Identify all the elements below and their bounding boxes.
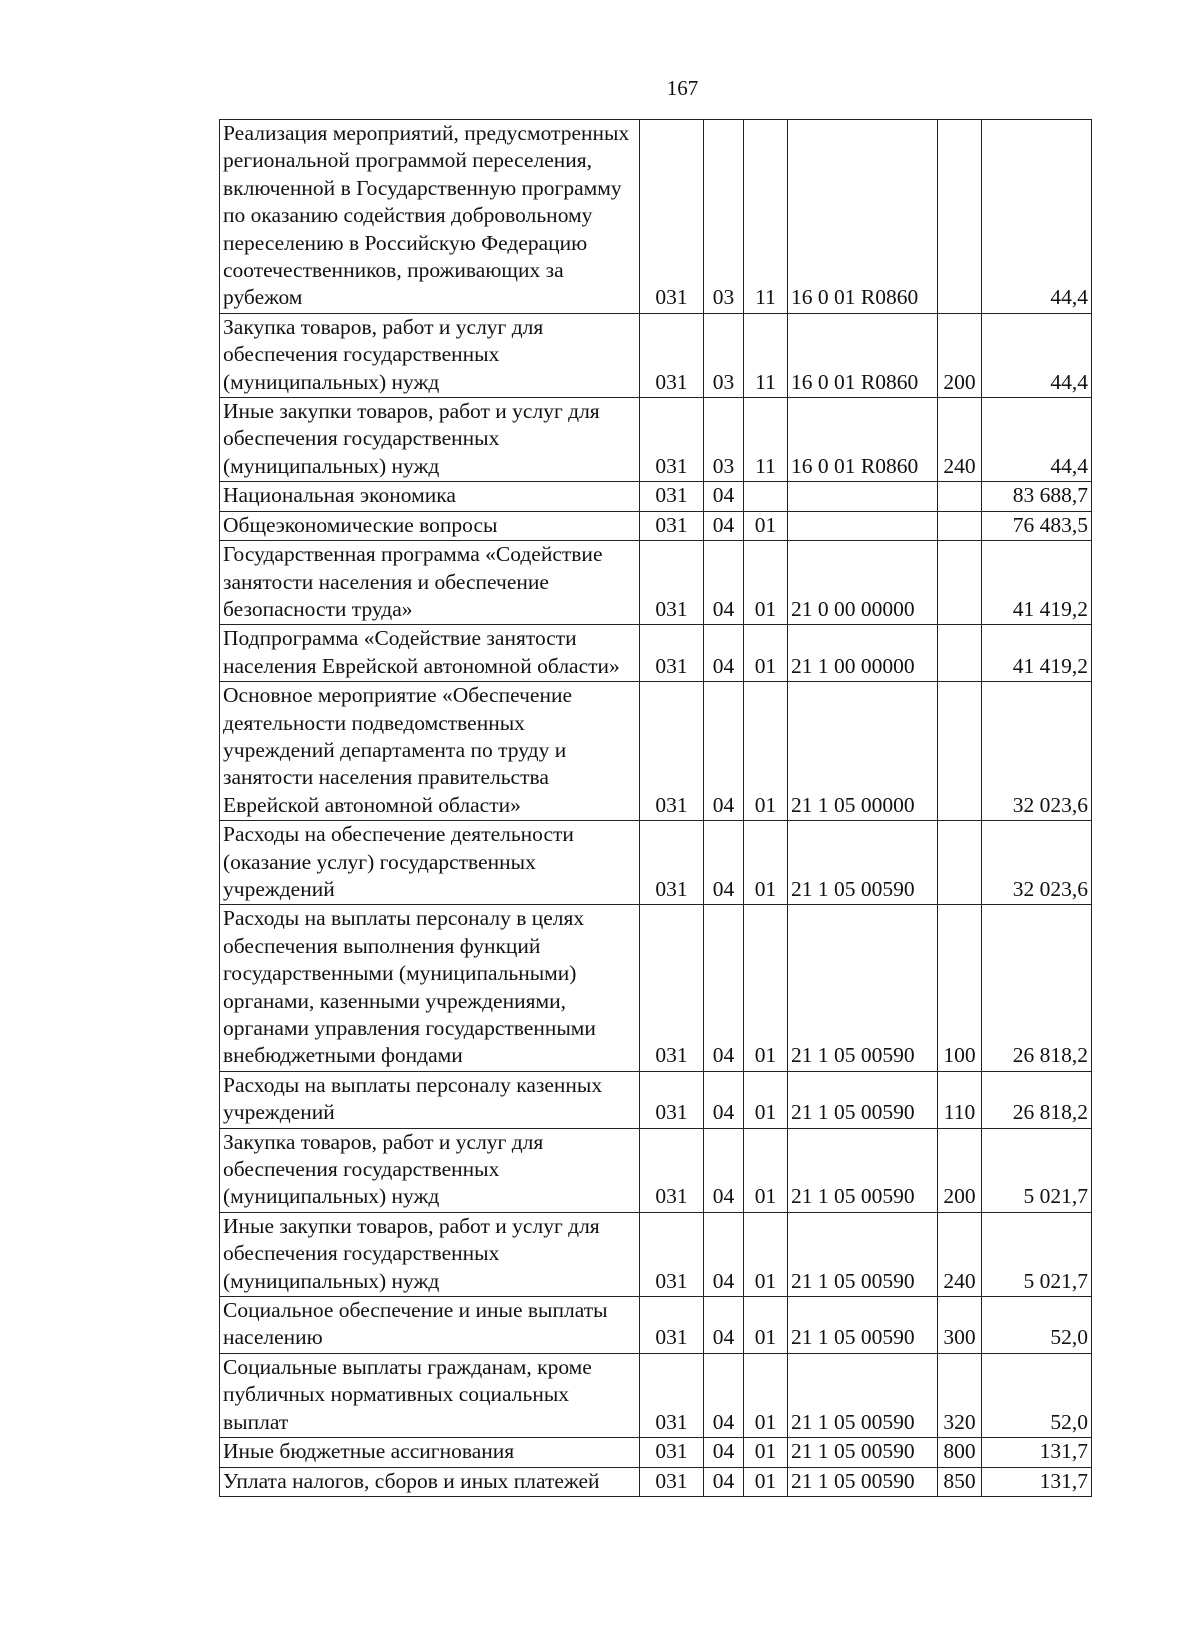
section-code-cell: 04 — [704, 682, 744, 821]
row-name-cell: Иные бюджетные ассигнования — [220, 1438, 640, 1467]
table-row — [220, 313, 1092, 397]
subsection-code-cell: 01 — [744, 821, 788, 905]
row-name-cell: Основное мероприятие «Обеспечение деятельности подведомственных учреждений департамента по труду и занятости населения правительства Еврейской автономной области» — [220, 682, 640, 821]
section-code-cell: 04 — [704, 1128, 744, 1212]
ved-code-cell: 031 — [640, 625, 704, 682]
section-code-cell: 04 — [704, 1212, 744, 1296]
expense-type-code-cell — [938, 541, 982, 625]
subsection-code-cell: 01 — [744, 1297, 788, 1354]
table-row — [220, 1297, 1092, 1354]
table-row — [220, 120, 1092, 314]
row-name-cell: Реализация мероприятий, предусмотренных региональной программой переселения, включенной в Государственную программу по оказанию содействия добровольному переселению в Российскую Федерацию соотечественников, проживающих за рубежом — [220, 120, 640, 314]
table-row — [220, 511, 1092, 540]
ved-code-cell: 031 — [640, 398, 704, 482]
row-name-cell: Расходы на выплаты персоналу в целях обеспечения выполнения функций государственными (муниципальными) органами, казенными учреждениями, органами управления государственными внебюджетными фондами — [220, 905, 640, 1071]
ved-code-cell: 031 — [640, 511, 704, 540]
section-code-cell: 04 — [704, 1438, 744, 1467]
target-item-code-cell: 21 1 05 00590 — [788, 1297, 938, 1354]
subsection-code-cell: 01 — [744, 905, 788, 1071]
table-row — [220, 1353, 1092, 1437]
target-item-code-cell — [788, 511, 938, 540]
row-name-cell: Расходы на обеспечение деятельности (оказание услуг) государственных учреждений — [220, 821, 640, 905]
amount-cell: 44,4 — [982, 398, 1092, 482]
table-row — [220, 625, 1092, 682]
table-row — [220, 682, 1092, 821]
expense-type-code-cell: 200 — [938, 313, 982, 397]
target-item-code-cell: 21 1 05 00590 — [788, 1212, 938, 1296]
row-name-cell: Расходы на выплаты персоналу казенных учреждений — [220, 1071, 640, 1128]
table-row — [220, 541, 1092, 625]
expense-type-code-cell: 200 — [938, 1128, 982, 1212]
amount-cell: 131,7 — [982, 1438, 1092, 1467]
row-name-cell: Национальная экономика — [220, 482, 640, 511]
expense-type-code-cell — [938, 482, 982, 511]
ved-code-cell: 031 — [640, 1128, 704, 1212]
amount-cell: 26 818,2 — [982, 905, 1092, 1071]
ved-code-cell: 031 — [640, 1467, 704, 1496]
amount-cell: 52,0 — [982, 1353, 1092, 1437]
row-name-cell: Подпрограмма «Содействие занятости населения Еврейской автономной области» — [220, 625, 640, 682]
expense-type-code-cell: 800 — [938, 1438, 982, 1467]
row-name-cell: Уплата налогов, сборов и иных платежей — [220, 1467, 640, 1496]
table-row — [220, 905, 1092, 1071]
target-item-code-cell: 16 0 01 R0860 — [788, 313, 938, 397]
amount-cell: 52,0 — [982, 1297, 1092, 1354]
row-name-cell: Государственная программа «Содействие занятости населения и обеспечение безопасности труда» — [220, 541, 640, 625]
subsection-code-cell: 01 — [744, 1128, 788, 1212]
section-code-cell: 04 — [704, 511, 744, 540]
amount-cell: 131,7 — [982, 1467, 1092, 1496]
amount-cell: 44,4 — [982, 120, 1092, 314]
subsection-code-cell: 01 — [744, 1353, 788, 1437]
subsection-code-cell: 01 — [744, 625, 788, 682]
target-item-code-cell — [788, 482, 938, 511]
ved-code-cell: 031 — [640, 1071, 704, 1128]
section-code-cell: 04 — [704, 541, 744, 625]
subsection-code-cell: 11 — [744, 120, 788, 314]
row-name-cell: Социальные выплаты гражданам, кроме публичных нормативных социальных выплат — [220, 1353, 640, 1437]
table-row — [220, 1438, 1092, 1467]
amount-cell: 26 818,2 — [982, 1071, 1092, 1128]
ved-code-cell: 031 — [640, 1353, 704, 1437]
amount-cell: 32 023,6 — [982, 682, 1092, 821]
amount-cell: 83 688,7 — [982, 482, 1092, 511]
target-item-code-cell: 16 0 01 R0860 — [788, 398, 938, 482]
target-item-code-cell: 16 0 01 R0860 — [788, 120, 938, 314]
subsection-code-cell: 01 — [744, 1071, 788, 1128]
target-item-code-cell: 21 1 05 00000 — [788, 682, 938, 821]
ved-code-cell: 031 — [640, 120, 704, 314]
subsection-code-cell: 01 — [744, 1438, 788, 1467]
amount-cell: 41 419,2 — [982, 625, 1092, 682]
expense-type-code-cell — [938, 120, 982, 314]
target-item-code-cell: 21 1 00 00000 — [788, 625, 938, 682]
row-name-cell: Закупка товаров, работ и услуг для обеспечения государственных (муниципальных) нужд — [220, 313, 640, 397]
target-item-code-cell: 21 1 05 00590 — [788, 1071, 938, 1128]
ved-code-cell: 031 — [640, 482, 704, 511]
expense-type-code-cell: 850 — [938, 1467, 982, 1496]
section-code-cell: 04 — [704, 1071, 744, 1128]
section-code-cell: 03 — [704, 120, 744, 314]
ved-code-cell: 031 — [640, 1212, 704, 1296]
table-row — [220, 482, 1092, 511]
table-row — [220, 398, 1092, 482]
ved-code-cell: 031 — [640, 1297, 704, 1354]
row-name-cell: Закупка товаров, работ и услуг для обеспечения государственных (муниципальных) нужд — [220, 1128, 640, 1212]
expense-type-code-cell — [938, 625, 982, 682]
expense-type-code-cell: 100 — [938, 905, 982, 1071]
amount-cell: 41 419,2 — [982, 541, 1092, 625]
expense-type-code-cell — [938, 682, 982, 821]
section-code-cell: 03 — [704, 398, 744, 482]
ved-code-cell: 031 — [640, 821, 704, 905]
ved-code-cell: 031 — [640, 905, 704, 1071]
row-name-cell: Социальное обеспечение и иные выплаты населению — [220, 1297, 640, 1354]
expense-type-code-cell — [938, 511, 982, 540]
table-row — [220, 1467, 1092, 1496]
expense-type-code-cell: 110 — [938, 1071, 982, 1128]
budget-rows — [220, 120, 1092, 1497]
section-code-cell: 04 — [704, 1467, 744, 1496]
row-name-cell: Иные закупки товаров, работ и услуг для обеспечения государственных (муниципальных) нужд — [220, 398, 640, 482]
expense-type-code-cell: 240 — [938, 398, 982, 482]
table-row — [220, 1071, 1092, 1128]
amount-cell: 5 021,7 — [982, 1128, 1092, 1212]
expense-type-code-cell: 240 — [938, 1212, 982, 1296]
ved-code-cell: 031 — [640, 682, 704, 821]
amount-cell: 5 021,7 — [982, 1212, 1092, 1296]
ved-code-cell: 031 — [640, 1438, 704, 1467]
page-number: 167 — [666, 76, 699, 100]
subsection-code-cell: 01 — [744, 1467, 788, 1496]
subsection-code-cell: 01 — [744, 682, 788, 821]
ved-code-cell: 031 — [640, 541, 704, 625]
target-item-code-cell: 21 1 05 00590 — [788, 1438, 938, 1467]
section-code-cell: 04 — [704, 1297, 744, 1354]
table-row — [220, 1212, 1092, 1296]
table-row — [220, 1128, 1092, 1212]
subsection-code-cell — [744, 482, 788, 511]
section-code-cell: 04 — [704, 905, 744, 1071]
target-item-code-cell: 21 1 05 00590 — [788, 1128, 938, 1212]
subsection-code-cell: 01 — [744, 511, 788, 540]
target-item-code-cell: 21 1 05 00590 — [788, 1353, 938, 1437]
section-code-cell: 04 — [704, 482, 744, 511]
expense-type-code-cell — [938, 821, 982, 905]
target-item-code-cell: 21 1 05 00590 — [788, 1467, 938, 1496]
subsection-code-cell: 01 — [744, 1212, 788, 1296]
row-name-cell: Иные закупки товаров, работ и услуг для обеспечения государственных (муниципальных) нужд — [220, 1212, 640, 1296]
row-name-cell: Общеэкономические вопросы — [220, 511, 640, 540]
section-code-cell: 04 — [704, 625, 744, 682]
target-item-code-cell: 21 1 05 00590 — [788, 905, 938, 1071]
target-item-code-cell: 21 1 05 00590 — [788, 821, 938, 905]
expense-type-code-cell: 300 — [938, 1297, 982, 1354]
amount-cell: 32 023,6 — [982, 821, 1092, 905]
subsection-code-cell: 11 — [744, 313, 788, 397]
table-row — [220, 821, 1092, 905]
budget-table — [219, 119, 1092, 1497]
target-item-code-cell: 21 0 00 00000 — [788, 541, 938, 625]
subsection-code-cell: 01 — [744, 541, 788, 625]
section-code-cell: 04 — [704, 1353, 744, 1437]
expense-type-code-cell: 320 — [938, 1353, 982, 1437]
amount-cell: 76 483,5 — [982, 511, 1092, 540]
amount-cell: 44,4 — [982, 313, 1092, 397]
subsection-code-cell: 11 — [744, 398, 788, 482]
section-code-cell: 04 — [704, 821, 744, 905]
ved-code-cell: 031 — [640, 313, 704, 397]
section-code-cell: 03 — [704, 313, 744, 397]
